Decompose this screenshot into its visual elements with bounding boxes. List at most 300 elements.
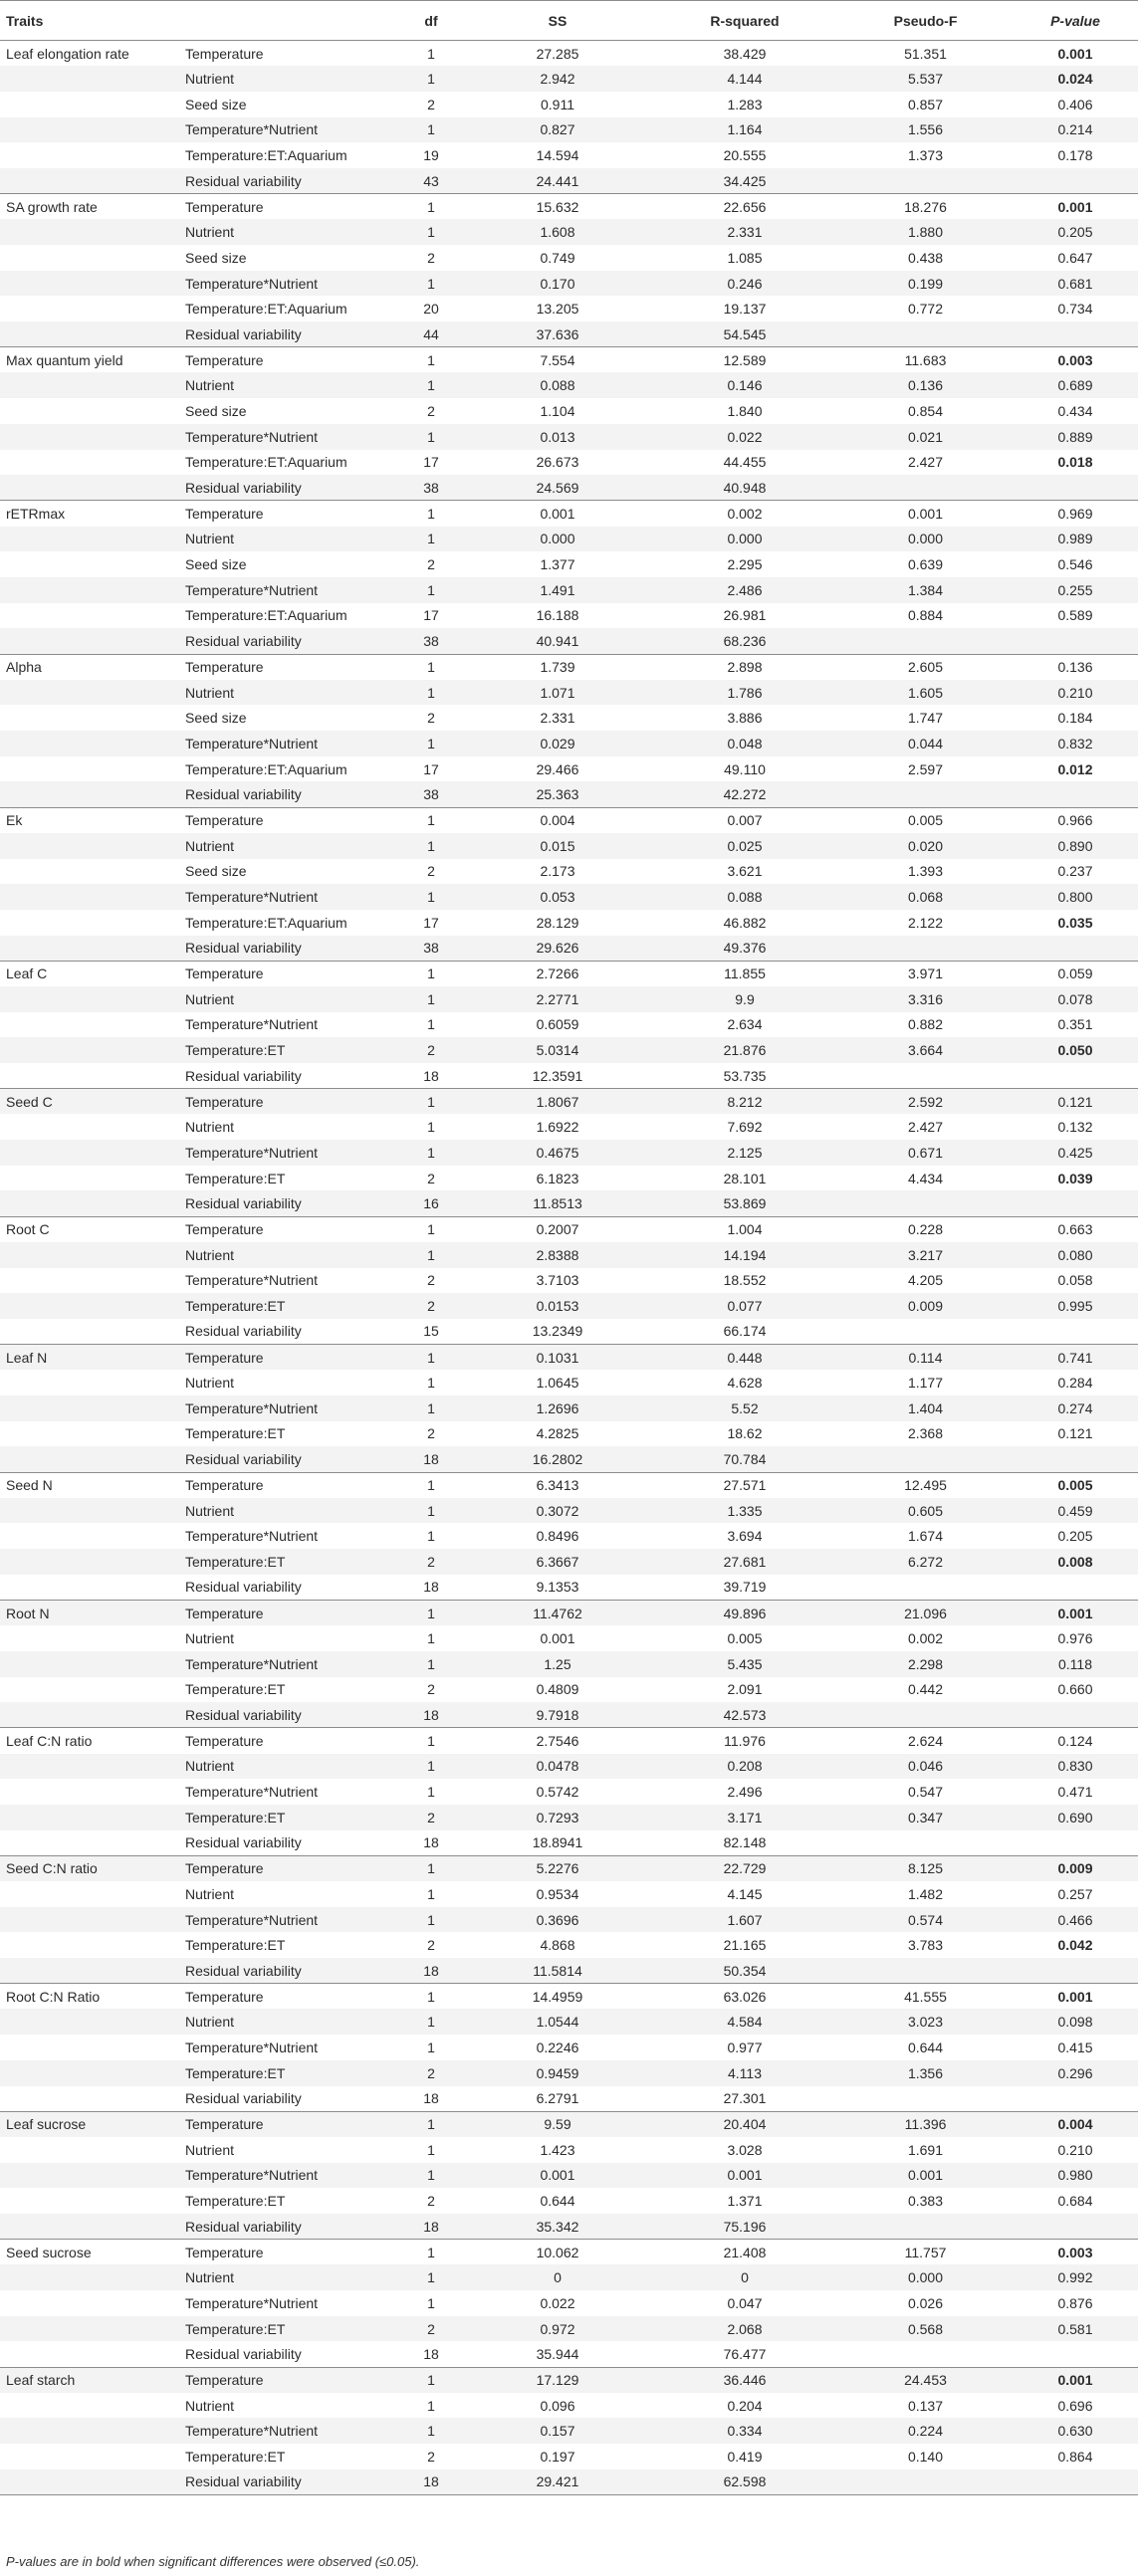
df-cell: 19 — [423, 147, 439, 164]
pseudo-f-cell — [838, 2214, 1013, 2240]
source-cell: Temperature:ET:Aquarium — [185, 454, 347, 471]
source-cell: Nutrient — [185, 990, 235, 1007]
trait-cell — [0, 910, 181, 936]
df-cell: 1 — [427, 275, 435, 292]
source-cell: Seed size — [185, 249, 247, 266]
trait-cell — [0, 2060, 181, 2086]
pseudo-f-cell: 21.096 — [904, 1605, 947, 1621]
ss-cell: 0.001 — [540, 2167, 575, 2184]
trait-cell: Seed N — [6, 1477, 53, 1494]
r-squared-cell: 1.607 — [727, 1911, 763, 1928]
table-row — [0, 168, 1138, 194]
ss-cell: 0.053 — [540, 889, 575, 906]
table-row — [0, 781, 1138, 807]
r-squared-cell: 21.165 — [723, 1937, 767, 1954]
source-cell: Temperature*Nutrient — [185, 1528, 319, 1545]
source-cell: Temperature — [185, 2116, 264, 2133]
p-value-cell: 0.415 — [1057, 2039, 1093, 2055]
r-squared-cell: 3.694 — [727, 1528, 763, 1545]
ss-cell: 35.944 — [464, 2341, 651, 2367]
trait-cell — [0, 1190, 181, 1216]
r-squared-cell: 3.028 — [727, 2141, 763, 2158]
p-value-cell — [1013, 2086, 1138, 2112]
r-squared-cell: 27.681 — [723, 1553, 767, 1570]
pseudo-f-cell: 1.880 — [907, 224, 944, 241]
df-cell: 38 — [398, 781, 464, 807]
df-cell: 2 — [427, 710, 435, 727]
trait-cell — [0, 1498, 181, 1524]
p-value-cell: 0.004 — [1057, 2116, 1093, 2133]
trait-cell — [0, 833, 181, 859]
r-squared-cell: 1.085 — [727, 249, 763, 266]
trait-cell — [0, 680, 181, 706]
ss-cell: 0.4809 — [536, 1681, 579, 1698]
ss-cell: 14.4959 — [532, 1988, 583, 2005]
df-cell: 18 — [398, 2086, 464, 2112]
source-cell: Residual variability — [181, 1319, 398, 1345]
p-value-cell — [1013, 781, 1138, 807]
trait-cell — [0, 372, 181, 398]
trait-cell — [0, 2163, 181, 2189]
pseudo-f-cell: 0.044 — [907, 735, 944, 751]
source-cell: Residual variability — [181, 1446, 398, 1472]
trait-cell — [0, 1754, 181, 1780]
pseudo-f-cell: 2.624 — [907, 1732, 944, 1749]
trait-cell — [0, 66, 181, 92]
r-squared-cell: 0.048 — [727, 735, 763, 751]
pseudo-f-cell: 0.884 — [907, 607, 944, 624]
header-r-squared: R-squared — [651, 1, 838, 41]
pseudo-f-cell: 0.772 — [907, 301, 944, 318]
source-cell: Nutrient — [185, 224, 235, 241]
r-squared-cell: 0.246 — [727, 275, 763, 292]
df-cell: 1 — [427, 1605, 435, 1621]
trait-cell — [0, 2469, 181, 2495]
source-cell: Temperature*Nutrient — [185, 1399, 319, 1416]
trait-cell — [0, 92, 181, 117]
table-header — [0, 1, 1138, 41]
source-cell: Temperature:ET — [185, 1681, 286, 1698]
pseudo-f-cell: 0.199 — [907, 275, 944, 292]
df-cell: 1 — [427, 1477, 435, 1494]
ss-cell: 37.636 — [464, 322, 651, 347]
pseudo-f-cell: 2.592 — [907, 1093, 944, 1110]
source-cell: Temperature — [185, 2244, 264, 2260]
p-value-cell: 0.003 — [1057, 2244, 1093, 2260]
table-row — [0, 1855, 1138, 1881]
p-value-cell: 0.001 — [1057, 198, 1093, 215]
table-row — [0, 961, 1138, 986]
r-squared-cell: 11.855 — [724, 966, 766, 982]
p-value-cell: 0.255 — [1057, 581, 1093, 598]
ss-cell: 11.8513 — [464, 1190, 651, 1216]
ss-cell: 13.205 — [536, 301, 579, 318]
table-row — [0, 1881, 1138, 1907]
ss-cell: 2.8388 — [536, 1246, 579, 1263]
pseudo-f-cell: 0.671 — [907, 1144, 944, 1161]
pseudo-f-cell — [838, 628, 1013, 654]
table-row — [0, 1037, 1138, 1063]
r-squared-cell: 0.088 — [727, 889, 763, 906]
p-value-cell: 0.630 — [1057, 2423, 1093, 2440]
table-row — [0, 2035, 1138, 2060]
table-row — [0, 372, 1138, 398]
ss-cell: 0.2246 — [536, 2039, 579, 2055]
p-value-cell: 0.274 — [1057, 1399, 1093, 1416]
pseudo-f-cell: 0.347 — [907, 1809, 944, 1825]
header-pseudo-f: Pseudo-F — [838, 1, 1013, 41]
table-row — [0, 1498, 1138, 1524]
trait-cell — [0, 577, 181, 603]
table-row — [0, 1728, 1138, 1754]
trait-cell: Seed C:N ratio — [6, 1860, 98, 1877]
r-squared-cell: 53.735 — [651, 1063, 838, 1089]
df-cell: 2 — [427, 863, 435, 880]
ss-cell: 0.6059 — [536, 1016, 579, 1033]
df-cell: 2 — [427, 1272, 435, 1289]
table-row — [0, 2341, 1138, 2367]
ss-cell: 29.626 — [464, 936, 651, 962]
ss-cell: 1.8067 — [536, 1093, 579, 1110]
trait-cell — [0, 1830, 181, 1856]
table-row — [0, 142, 1138, 168]
df-cell: 1 — [427, 1246, 435, 1263]
source-cell: Residual variability — [181, 168, 398, 194]
df-cell: 17 — [423, 914, 439, 931]
trait-cell — [0, 1037, 181, 1063]
table-row — [0, 1446, 1138, 1472]
df-cell: 18 — [398, 1702, 464, 1728]
p-value-cell: 0.124 — [1057, 1732, 1093, 1749]
ss-cell: 6.1823 — [536, 1170, 579, 1186]
p-value-cell: 0.589 — [1057, 607, 1093, 624]
df-cell: 1 — [427, 735, 435, 751]
df-cell: 1 — [427, 812, 435, 829]
pseudo-f-cell — [838, 936, 1013, 962]
ss-cell: 26.673 — [536, 454, 579, 471]
p-value-cell: 0.237 — [1057, 863, 1093, 880]
trait-cell — [0, 1063, 181, 1089]
ss-cell: 0 — [554, 2269, 562, 2286]
trait-cell — [0, 398, 181, 424]
df-cell: 2 — [427, 1298, 435, 1315]
source-cell: Residual variability — [181, 628, 398, 654]
source-cell: Temperature — [185, 505, 264, 522]
r-squared-cell: 0.077 — [727, 1298, 763, 1315]
r-squared-cell: 49.110 — [724, 760, 766, 777]
p-value-cell: 0.050 — [1057, 1042, 1093, 1059]
r-squared-cell: 38.429 — [723, 45, 767, 62]
r-squared-cell: 0.025 — [727, 837, 763, 854]
p-value-cell: 0.992 — [1057, 2269, 1093, 2286]
trait-cell — [0, 705, 181, 731]
ss-cell: 0.096 — [540, 2397, 575, 2414]
r-squared-cell: 18.62 — [727, 1425, 763, 1442]
trait-cell — [0, 1268, 181, 1294]
df-cell: 1 — [427, 2167, 435, 2184]
pseudo-f-cell: 0.068 — [907, 889, 944, 906]
table-row — [0, 731, 1138, 756]
source-cell: Nutrient — [185, 837, 235, 854]
pseudo-f-cell: 0.639 — [907, 556, 944, 573]
df-cell: 43 — [398, 168, 464, 194]
ss-cell: 0.0153 — [536, 1298, 579, 1315]
r-squared-cell: 63.026 — [723, 1988, 767, 2005]
p-value-cell: 0.832 — [1057, 735, 1093, 751]
trait-cell — [0, 142, 181, 168]
trait-cell — [0, 2341, 181, 2367]
p-value-cell: 0.121 — [1057, 1425, 1093, 1442]
ss-cell: 2.173 — [540, 863, 575, 880]
pseudo-f-cell: 0.882 — [907, 1016, 944, 1033]
ss-cell: 4.2825 — [536, 1425, 579, 1442]
trait-cell — [0, 628, 181, 654]
p-value-cell: 0.466 — [1057, 1911, 1093, 1928]
table-row — [0, 1549, 1138, 1575]
df-cell: 1 — [427, 889, 435, 906]
r-squared-cell: 2.634 — [727, 1016, 763, 1033]
source-cell: Nutrient — [185, 377, 235, 394]
trait-cell — [0, 1114, 181, 1140]
table-row — [0, 245, 1138, 271]
table-row — [0, 2264, 1138, 2290]
ss-cell: 6.2791 — [464, 2086, 651, 2112]
ss-cell: 35.342 — [464, 2214, 651, 2240]
source-cell: Temperature:ET — [185, 1042, 286, 1059]
table-row — [0, 1625, 1138, 1651]
source-cell: Temperature*Nutrient — [185, 1784, 319, 1801]
table-row — [0, 1600, 1138, 1625]
table-row — [0, 884, 1138, 910]
p-value-cell: 0.864 — [1057, 2448, 1093, 2465]
ss-cell: 0.001 — [540, 505, 575, 522]
ss-cell: 1.071 — [540, 684, 575, 701]
trait-cell — [0, 781, 181, 807]
p-value-cell: 0.546 — [1057, 556, 1093, 573]
p-value-cell — [1013, 475, 1138, 501]
table-row — [0, 117, 1138, 143]
trait-cell — [0, 2035, 181, 2060]
p-value-cell — [1013, 2469, 1138, 2495]
source-cell: Temperature:ET:Aquarium — [185, 607, 347, 624]
df-cell: 15 — [398, 1319, 464, 1345]
pseudo-f-cell: 4.205 — [907, 1272, 944, 1289]
df-cell: 1 — [427, 45, 435, 62]
table-row — [0, 2060, 1138, 2086]
source-cell: Temperature*Nutrient — [185, 581, 319, 598]
table-row — [0, 1523, 1138, 1549]
trait-cell: Leaf starch — [6, 2372, 76, 2389]
pseudo-f-cell: 3.217 — [907, 1246, 944, 1263]
pseudo-f-cell — [838, 1830, 1013, 1856]
p-value-cell — [1013, 1958, 1138, 1984]
pseudo-f-cell: 0.383 — [907, 2193, 944, 2210]
df-cell: 1 — [427, 966, 435, 982]
trait-cell — [0, 1242, 181, 1268]
source-cell: Nutrient — [185, 2397, 235, 2414]
source-cell: Temperature — [185, 1860, 264, 1877]
source-cell: Temperature:ET — [185, 1937, 286, 1954]
trait-cell — [0, 2188, 181, 2214]
pseudo-f-cell: 1.556 — [907, 121, 944, 138]
table-row — [0, 1702, 1138, 1728]
trait-cell: Root C:N Ratio — [6, 1988, 101, 2005]
ss-cell: 0.644 — [540, 2193, 575, 2210]
pseudo-f-cell: 0.442 — [907, 1681, 944, 1698]
df-cell: 38 — [398, 628, 464, 654]
trait-cell — [0, 986, 181, 1012]
pseudo-f-cell: 0.574 — [907, 1911, 944, 1928]
ss-cell: 40.941 — [464, 628, 651, 654]
ss-cell: 9.1353 — [464, 1575, 651, 1601]
p-value-cell: 0.830 — [1057, 1758, 1093, 1775]
df-cell: 18 — [398, 2341, 464, 2367]
df-cell: 38 — [398, 475, 464, 501]
pseudo-f-cell: 2.427 — [907, 454, 944, 471]
r-squared-cell: 0.146 — [727, 377, 763, 394]
ss-cell: 1.6922 — [536, 1119, 579, 1136]
ss-cell: 1.0645 — [536, 1375, 579, 1392]
r-squared-cell: 2.068 — [727, 2320, 763, 2337]
table-row — [0, 2418, 1138, 2444]
trait-cell — [0, 551, 181, 577]
source-cell: Residual variability — [181, 2469, 398, 2495]
trait-cell — [0, 731, 181, 756]
p-value-cell: 0.024 — [1057, 71, 1093, 88]
df-cell: 1 — [427, 1221, 435, 1238]
table-body — [0, 41, 1138, 2495]
df-cell: 17 — [423, 454, 439, 471]
r-squared-cell: 36.446 — [723, 2372, 767, 2389]
pseudo-f-cell: 0.002 — [907, 1629, 944, 1646]
pseudo-f-cell: 0.020 — [907, 837, 944, 854]
trait-cell — [0, 1012, 181, 1038]
pseudo-f-cell: 18.276 — [904, 198, 947, 215]
trait-cell — [0, 603, 181, 629]
source-cell: Temperature — [185, 1477, 264, 1494]
ss-cell: 0.013 — [540, 428, 575, 445]
r-squared-cell: 2.496 — [727, 1784, 763, 1801]
p-value-cell: 0.969 — [1057, 505, 1093, 522]
trait-cell — [0, 1421, 181, 1447]
pseudo-f-cell: 0.026 — [907, 2294, 944, 2311]
r-squared-cell: 0.047 — [727, 2294, 763, 2311]
table-row — [0, 628, 1138, 654]
df-cell: 18 — [398, 2469, 464, 2495]
pseudo-f-cell — [838, 781, 1013, 807]
table-row — [0, 2240, 1138, 2265]
table-row — [0, 2188, 1138, 2214]
table-row — [0, 551, 1138, 577]
r-squared-cell: 1.164 — [727, 121, 763, 138]
df-cell: 1 — [427, 505, 435, 522]
table-row — [0, 2444, 1138, 2469]
df-cell: 38 — [398, 936, 464, 962]
source-cell: Temperature:ET:Aquarium — [185, 147, 347, 164]
source-cell: Nutrient — [185, 1629, 235, 1646]
r-squared-cell: 1.840 — [727, 402, 763, 419]
trait-cell — [0, 1932, 181, 1958]
trait-cell — [0, 1370, 181, 1395]
df-cell: 18 — [398, 2214, 464, 2240]
p-value-cell — [1013, 936, 1138, 962]
r-squared-cell: 82.148 — [651, 1830, 838, 1856]
pseudo-f-cell: 0.547 — [907, 1784, 944, 1801]
pseudo-f-cell — [838, 2086, 1013, 2112]
pseudo-f-cell: 0.228 — [907, 1221, 944, 1238]
r-squared-cell: 0.334 — [727, 2423, 763, 2440]
table-row — [0, 654, 1138, 680]
table-row — [0, 1805, 1138, 1830]
df-cell: 20 — [423, 301, 439, 318]
ss-cell: 10.062 — [536, 2244, 579, 2260]
df-cell: 2 — [427, 2064, 435, 2081]
table-row — [0, 1677, 1138, 1703]
p-value-cell: 0.005 — [1057, 1477, 1093, 1494]
source-cell: Nutrient — [185, 1758, 235, 1775]
table-row — [0, 450, 1138, 476]
trait-cell — [0, 475, 181, 501]
r-squared-cell: 4.628 — [727, 1375, 763, 1392]
ss-cell: 0.749 — [540, 249, 575, 266]
p-value-cell: 0.080 — [1057, 1246, 1093, 1263]
r-squared-cell: 1.004 — [727, 1221, 763, 1238]
pseudo-f-cell: 11.757 — [904, 2244, 947, 2260]
source-cell: Nutrient — [185, 1502, 235, 1519]
table-row — [0, 1140, 1138, 1166]
p-value-cell: 0.009 — [1057, 1860, 1093, 1877]
source-cell: Temperature — [185, 2372, 264, 2389]
trait-cell — [0, 756, 181, 782]
source-cell: Nutrient — [185, 1246, 235, 1263]
source-cell: Seed size — [185, 556, 247, 573]
r-squared-cell: 0.000 — [727, 531, 763, 547]
pseudo-f-cell: 41.555 — [904, 1988, 947, 2005]
pseudo-f-cell — [838, 475, 1013, 501]
df-cell: 1 — [427, 2294, 435, 2311]
p-value-cell: 0.008 — [1057, 1553, 1093, 1570]
source-cell: Residual variability — [181, 322, 398, 347]
r-squared-cell: 26.981 — [723, 607, 767, 624]
ss-cell: 0.4675 — [536, 1144, 579, 1161]
pseudo-f-cell: 3.783 — [907, 1937, 944, 1954]
pseudo-f-cell: 2.605 — [907, 659, 944, 676]
r-squared-cell: 5.52 — [731, 1399, 759, 1416]
r-squared-cell: 39.719 — [651, 1575, 838, 1601]
ss-cell: 0.022 — [540, 2294, 575, 2311]
df-cell: 2 — [427, 1425, 435, 1442]
p-value-cell — [1013, 1319, 1138, 1345]
table-row — [0, 680, 1138, 706]
df-cell: 1 — [427, 684, 435, 701]
ss-cell: 17.129 — [536, 2372, 579, 2389]
ss-cell: 0.972 — [540, 2320, 575, 2337]
trait-cell: Leaf C:N ratio — [6, 1732, 93, 1749]
df-cell: 1 — [427, 2039, 435, 2055]
p-value-cell: 0.058 — [1057, 1272, 1093, 1289]
table-row — [0, 2009, 1138, 2035]
p-value-cell: 0.098 — [1057, 2014, 1093, 2031]
p-value-cell: 0.660 — [1057, 1681, 1093, 1698]
table-row — [0, 1907, 1138, 1933]
table-row — [0, 271, 1138, 297]
p-value-cell: 0.205 — [1057, 1528, 1093, 1545]
df-cell: 1 — [427, 377, 435, 394]
r-squared-cell: 50.354 — [651, 1958, 838, 1984]
source-cell: Nutrient — [185, 531, 235, 547]
source-cell: Temperature*Nutrient — [185, 428, 319, 445]
df-cell: 1 — [427, 2269, 435, 2286]
